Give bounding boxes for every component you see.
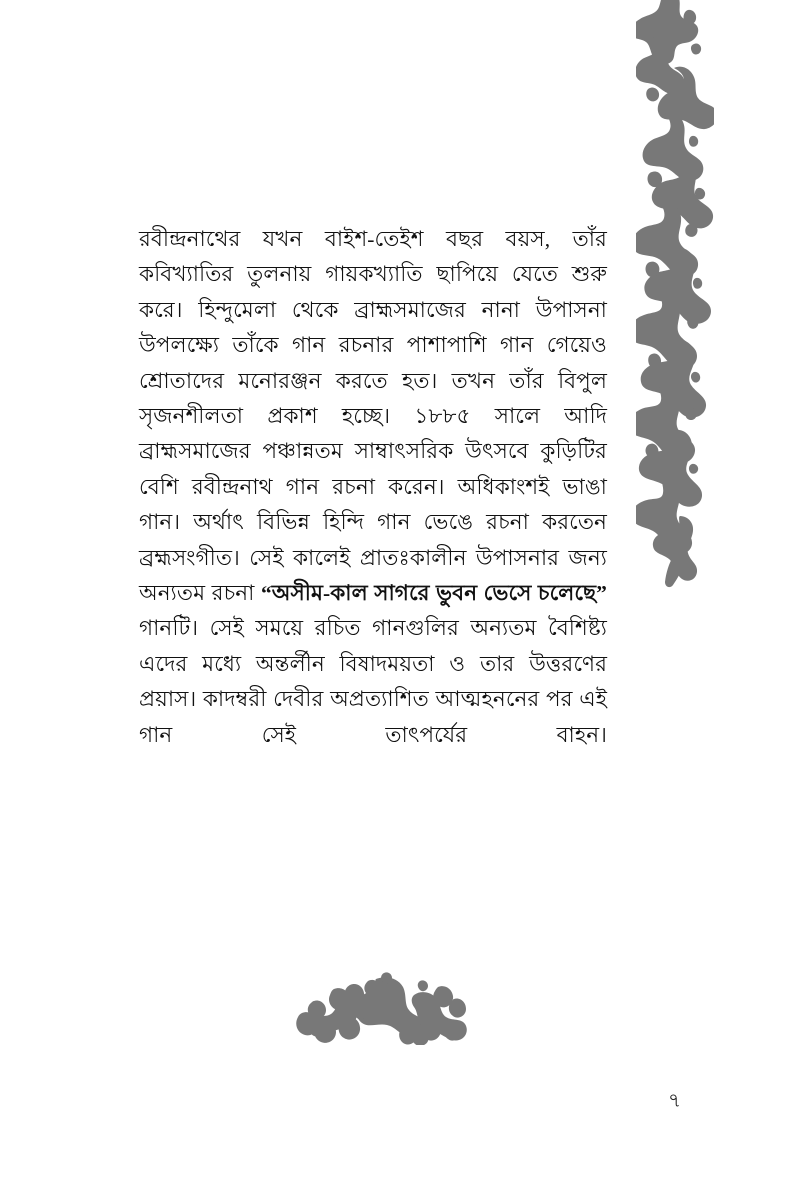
paragraph-part-2: গানটি। সেই সময়ে রচিত গানগুলির অন্যতম বৈশিষ্ট্য এদের মধ্যে অন্তর্লীন বিষাদময়তা ও তার উত্তরণের প্রয়াস। কাদম্বরী দেবীর অপ্রত্যাশিত আত্মহননের পর এই গান সেই তাৎপর্যের বাহন। [139, 616, 607, 747]
page-number: ৭ [667, 1090, 681, 1112]
song-title-quote: “অসীম-কাল সাগরে ভুবন ভেসে চলেছে” [260, 581, 607, 606]
floral-tailpiece-ornament [288, 965, 468, 1045]
body-text [139, 222, 607, 789]
vertical-vine-ornament [636, 0, 714, 596]
paragraph-part-1: রবীন্দ্রনাথের যখন বাইশ-তেইশ বছর বয়স, তাঁর কবিখ্যাতির তুলনায় গায়কখ্যাতি ছাপিয়ে যেতে শুরু করে। হিন্দুমেলা থেকে ব্রাহ্মসমাজের নানা উপাসনা উপলক্ষ্যে তাঁকে গান রচনার পাশাপাশি গান গেয়েও শ্রোতাদের মনোরঞ্জন করতে হত। তখন তাঁর বিপুল সৃজনশীলতা প্রকাশ হচ্ছে। ১৮৮৫ সালে আদি ব্রাহ্মসমাজের পঞ্চান্নতম সাম্বাৎসরিক উৎসবে কুড়িটির বেশি রবীন্দ্রনাথ গান রচনা করেন। অধিকাংশই ভাঙা গান। অর্থাৎ বিভিন্ন হিন্দি গান ভেঙে রচনা করতেন ব্রহ্মসংগীত। সেই কালেই প্রাতঃকালীন উপাসনার জন্য অন্যতম রচনা [139, 227, 607, 606]
paragraph [139, 222, 607, 789]
